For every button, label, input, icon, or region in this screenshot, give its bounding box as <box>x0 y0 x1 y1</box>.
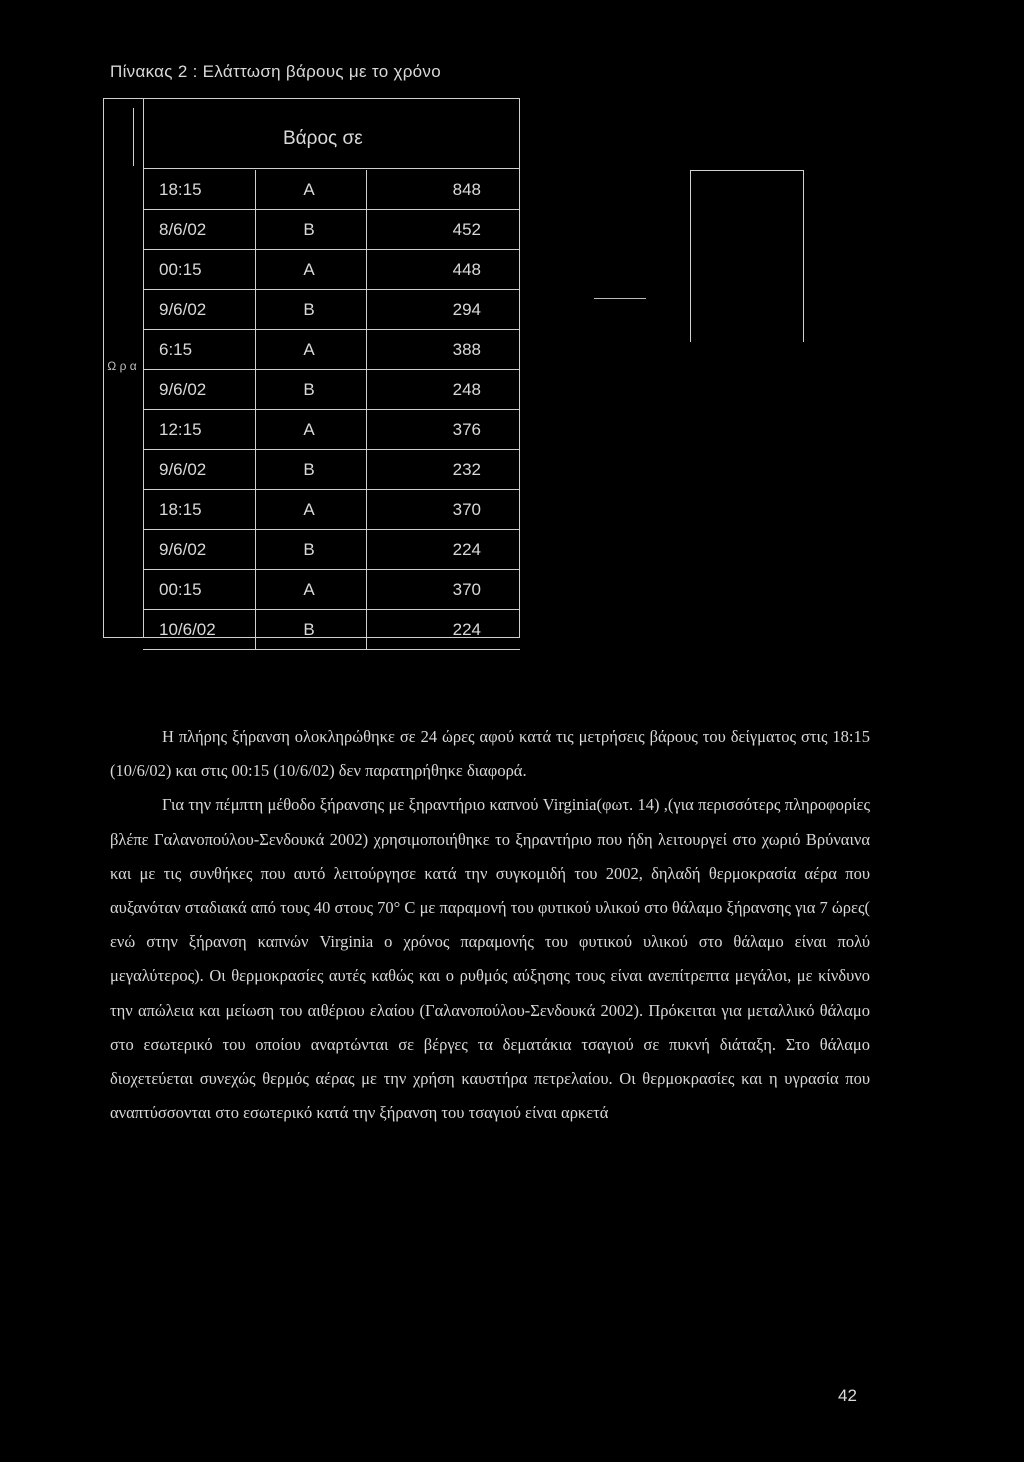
sample-cell: Β <box>303 380 315 399</box>
cell-divider <box>255 490 256 530</box>
cell-divider <box>366 330 367 370</box>
cell-divider <box>366 490 367 530</box>
cell-divider <box>255 250 256 290</box>
cell-divider <box>255 370 256 410</box>
cell-divider <box>366 370 367 410</box>
table-row <box>143 570 520 610</box>
cell-divider <box>255 210 256 250</box>
paragraph: Για την πέμπτη μέθοδο ξήρανσης με ξηραντήριο καπνού Virginia(φωτ. 14) ,(για περισσότερς πληροφορίες βλέπε Γαλανοπούλου-Σενδουκά 2002) χρησιμοποιήθηκε το ξηραντήριο που ήδη λειτουργεί στο χωριό Βρύναινα και με τις συνθήκες που αυτό λειτούργησε κατά την συγκομιδή του 2002, δηλαδή θερμοκρασία αέρα που αυξανόταν σταδιακά από τους 40 στους 70° C με παραμονή του φυτικού υλικού στο θάλαμο ξήρανσης για 7 ώρες( ενώ στην ξήρανση καπνών Virginia ο χρόνος παραμονής του φυτικού υλικού στο θάλαμο είναι πολύ μεγαλύτερος). Οι θερμοκρασίες αυτές καθώς και ο ρυθμός αύξησης τους είναι ανεπίτρεπτα μεγάλοι, με κίνδυνο την απώλεια και μείωση του αιθέριου ελαίου (Γαλανοπούλου-Σενδουκά 2002). Πρόκειται για μεταλλικό θάλαμο στο εσωτερικό του οποίου αναρτώνται σε βέργες τα δεματάκια τσαγιού σε πυκνή διάταξη. Στο θάλαμο διοχετεύεται συνεχώς θερμός αέρας με την χρήση καυστήρα πετρελαίου. Οι θερμοκρασίες και η υγρασία που αναπτύσσονται στο εσωτερικό κατά την ξήρανση του τσαγιού είναι αρκετά <box>110 795 870 1123</box>
cell-divider <box>255 570 256 610</box>
header-divider <box>133 108 134 166</box>
sample-cell: Α <box>303 180 315 199</box>
weight-cell: 448 <box>452 260 481 279</box>
table-caption: Πίνακας 2 : Ελάττωση βάρους με το χρόνο <box>110 62 441 81</box>
time-cell: 6:15 <box>159 340 193 359</box>
cell-divider <box>366 450 367 490</box>
bracket-figure <box>690 170 804 342</box>
sample-cell: Β <box>303 540 315 559</box>
cell-divider <box>366 570 367 610</box>
weight-cell: 370 <box>452 500 481 519</box>
table-row <box>143 370 520 410</box>
header-rule <box>143 168 520 169</box>
table-header <box>103 98 520 168</box>
header-divider <box>143 98 144 168</box>
table-row <box>143 210 520 250</box>
cell-divider <box>255 450 256 490</box>
bracket-right <box>803 170 804 342</box>
time-cell: 12:15 <box>159 420 202 439</box>
cell-divider <box>255 410 256 450</box>
weight-cell: 376 <box>452 420 481 439</box>
sample-cell: Β <box>303 220 315 239</box>
table-row <box>143 610 520 650</box>
sample-cell: Β <box>303 460 315 479</box>
sample-cell: Α <box>303 580 315 599</box>
time-cell: 9/6/02 <box>159 380 207 399</box>
bracket-tick <box>594 298 646 299</box>
sample-cell: Α <box>303 260 315 279</box>
table-row <box>143 450 520 490</box>
cell-divider <box>366 210 367 250</box>
page-number: 42 <box>838 1386 857 1405</box>
weight-cell: 452 <box>452 220 481 239</box>
body-text <box>110 720 870 1130</box>
cell-divider <box>366 290 367 330</box>
weight-cell: 294 <box>452 300 481 319</box>
time-cell: 00:15 <box>159 260 202 279</box>
time-cell: 00:15 <box>159 580 202 599</box>
table-row <box>143 410 520 450</box>
sample-cell: Β <box>303 300 315 319</box>
table-row <box>143 330 520 370</box>
sample-cell: Β <box>303 620 315 639</box>
cell-divider <box>366 170 367 210</box>
table-row <box>143 490 520 530</box>
weight-cell: 370 <box>452 580 481 599</box>
sample-cell: Α <box>303 500 315 519</box>
row-rule <box>143 649 520 650</box>
time-cell: 18:15 <box>159 180 202 199</box>
time-cell: 9/6/02 <box>159 540 207 559</box>
weight-cell: 248 <box>452 380 481 399</box>
table-row <box>143 290 520 330</box>
time-cell: 9/6/02 <box>159 300 207 319</box>
cell-divider <box>255 290 256 330</box>
weight-cell: 388 <box>452 340 481 359</box>
cell-divider <box>255 330 256 370</box>
table-row <box>143 530 520 570</box>
weight-cell: 232 <box>452 460 481 479</box>
bracket-left <box>690 170 691 342</box>
time-cell: 10/6/02 <box>159 620 216 639</box>
cell-divider <box>255 530 256 570</box>
weight-table <box>103 98 520 638</box>
cell-divider <box>255 610 256 650</box>
side-label: Ω ρ α <box>107 359 137 373</box>
bracket-top <box>690 170 804 171</box>
time-cell: 9/6/02 <box>159 460 207 479</box>
cell-divider <box>366 410 367 450</box>
cell-divider <box>255 170 256 210</box>
table-row <box>143 170 520 210</box>
sample-cell: Α <box>303 420 315 439</box>
time-cell: 8/6/02 <box>159 220 207 239</box>
cell-divider <box>366 610 367 650</box>
weight-cell: 224 <box>452 620 481 639</box>
cell-divider <box>366 250 367 290</box>
cell-divider <box>366 530 367 570</box>
table-body <box>143 170 520 650</box>
weight-cell: 848 <box>452 180 481 199</box>
table-row <box>143 250 520 290</box>
weight-cell: 224 <box>452 540 481 559</box>
header-title: Βάρος σε <box>283 128 363 149</box>
time-cell: 18:15 <box>159 500 202 519</box>
paragraph: Η πλήρης ξήρανση ολοκληρώθηκε σε 24 ώρες αφού κατά τις μετρήσεις βάρους του δείγματος στις 18:15 (10/6/02) και στις 00:15 (10/6/02) δεν παρατηρήθηκε διαφορά. <box>110 727 870 781</box>
sample-cell: Α <box>303 340 315 359</box>
